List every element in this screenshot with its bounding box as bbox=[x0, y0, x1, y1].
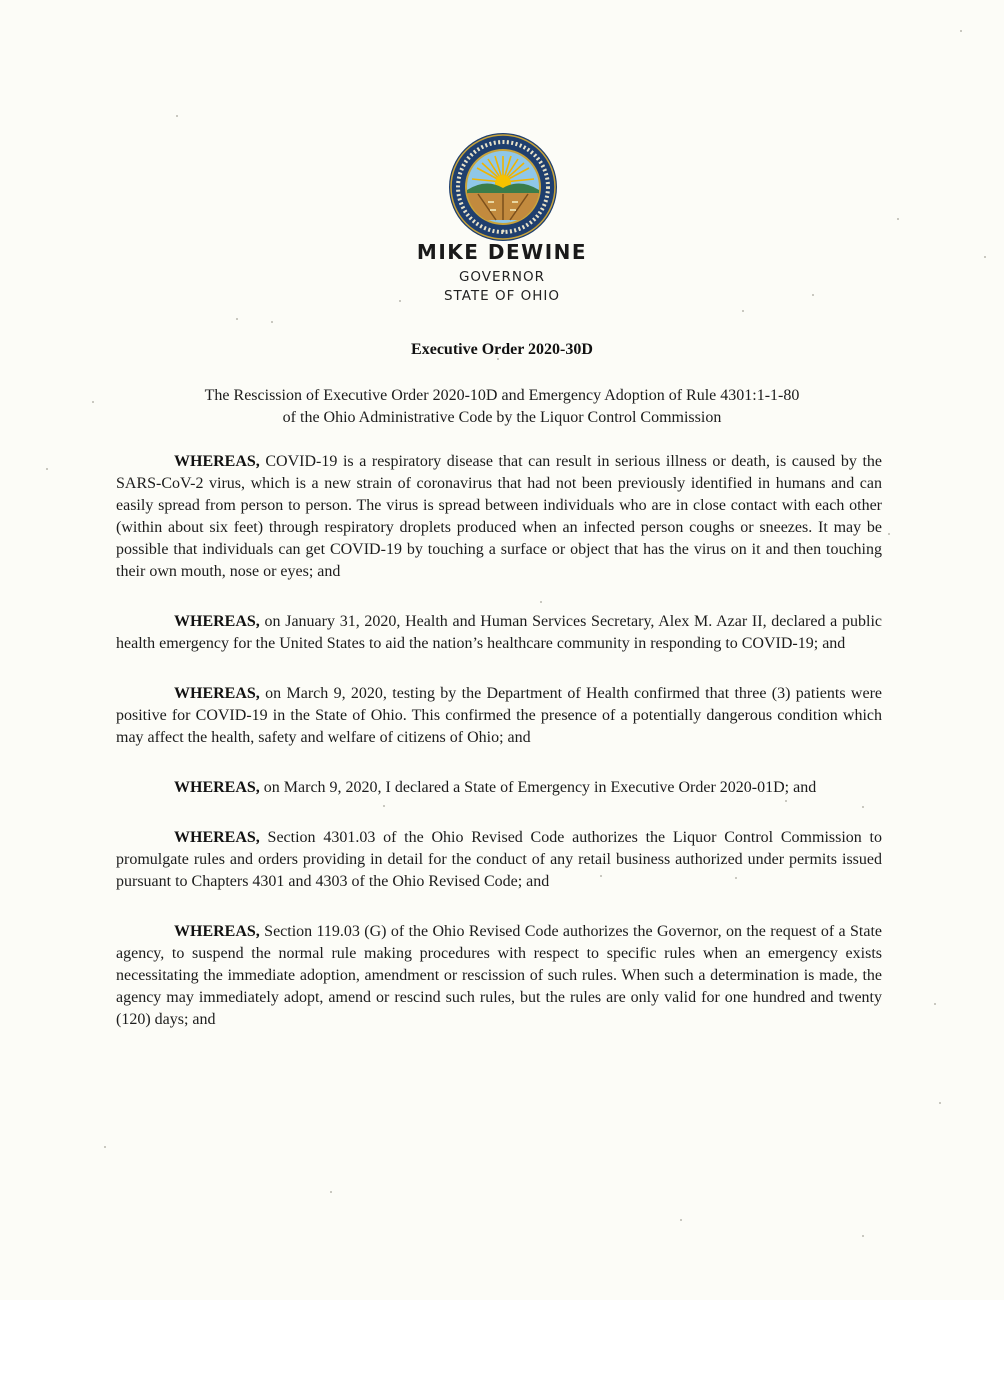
scan-speck bbox=[236, 318, 238, 320]
whereas-paragraph bbox=[116, 683, 882, 749]
governor-title: GOVERNOR bbox=[458, 269, 546, 285]
scan-speck bbox=[330, 1191, 332, 1193]
governor-state: STATE OF OHIO bbox=[443, 288, 561, 304]
paragraph-text: Section 119.03 (G) of the Ohio Revised Code authorizes the Governor, on the request of a State agency, to suspend the normal rule making procedures with respect to specific rules when an emergency exists necessitating the immediate adoption, amendment or rescission of such rules. When such a determination is made, the agency may immediately adopt, amend or rescind such rules, but the rules are only valid for one hundred and twenty (120) days; and bbox=[116, 923, 882, 1028]
scan-speck bbox=[897, 218, 899, 220]
ohio-seal-icon bbox=[448, 132, 558, 242]
order-subtitle-line: The Rescission of Executive Order 2020-10D and Emergency Adoption of Rule 4301:1-1-80 bbox=[204, 387, 800, 404]
scan-speck bbox=[46, 468, 48, 470]
scan-speck bbox=[939, 1102, 941, 1104]
order-body bbox=[116, 451, 882, 1059]
whereas-lead: WHEREAS, bbox=[174, 829, 260, 846]
whereas-lead: WHEREAS, bbox=[174, 613, 260, 630]
whereas-lead: WHEREAS, bbox=[174, 779, 260, 796]
whereas-lead: WHEREAS, bbox=[174, 685, 260, 702]
scan-speck bbox=[960, 30, 962, 32]
scan-speck bbox=[742, 310, 744, 312]
whereas-paragraph bbox=[116, 611, 882, 655]
whereas-paragraph bbox=[116, 921, 882, 1031]
order-subtitle-line: of the Ohio Administrative Code by the Liquor Control Commission bbox=[282, 409, 722, 426]
governor-name: MIKE DEWINE bbox=[416, 240, 588, 264]
whereas-lead: WHEREAS, bbox=[174, 453, 260, 470]
footer-strip bbox=[0, 1300, 1004, 1390]
scan-speck bbox=[934, 1003, 936, 1005]
paragraph-text: Section 4301.03 of the Ohio Revised Code authorizes the Liquor Control Commission to promulgate rules and orders providing in detail for the conduct of any retail business authorized under permits issued pursuant to Chapters 4301 and 4303 of the Ohio Revised Code; and bbox=[116, 829, 882, 890]
paragraph-text: COVID-19 is a respiratory disease that can result in serious illness or death, is caused by the SARS-CoV-2 virus, which is a new strain of coronavirus that had not been previously identified in humans and can easily spread from person to person. The virus is spread between individuals who are in close contact with each other (within about six feet) through respiratory droplets produced when an infected person coughs or sneezes. It may be possible that individuals can get COVID-19 by touching a surface or object that has the virus on it and then touching their own mouth, nose or eyes; and bbox=[116, 453, 882, 580]
paragraph-text: on January 31, 2020, Health and Human Services Secretary, Alex M. Azar II, declared a public health emergency for the United States to aid the nation’s healthcare community in responding to COVID-19; and bbox=[116, 613, 882, 652]
scan-speck bbox=[862, 1235, 864, 1237]
paragraph-text: on March 9, 2020, I declared a State of Emergency in Executive Order 2020-01D; and bbox=[259, 779, 817, 796]
scan-speck bbox=[104, 1146, 106, 1148]
scan-speck bbox=[92, 401, 94, 403]
order-number: Executive Order 2020-30D bbox=[411, 341, 593, 358]
whereas-paragraph bbox=[116, 777, 882, 799]
scan-speck bbox=[271, 321, 273, 323]
paragraph-text: on March 9, 2020, testing by the Department of Health confirmed that three (3) patients were positive for COVID-19 in the State of Ohio. This confirmed the presence of a potentially dangerous condition which may affect the health, safety and welfare of citizens of Ohio; and bbox=[116, 685, 882, 746]
scan-speck bbox=[680, 1219, 682, 1221]
order-subtitle bbox=[100, 385, 904, 429]
scan-speck bbox=[888, 533, 890, 535]
whereas-paragraph bbox=[116, 451, 882, 583]
whereas-lead: WHEREAS, bbox=[174, 923, 260, 940]
whereas-paragraph bbox=[116, 827, 882, 893]
scan-speck bbox=[176, 115, 178, 117]
